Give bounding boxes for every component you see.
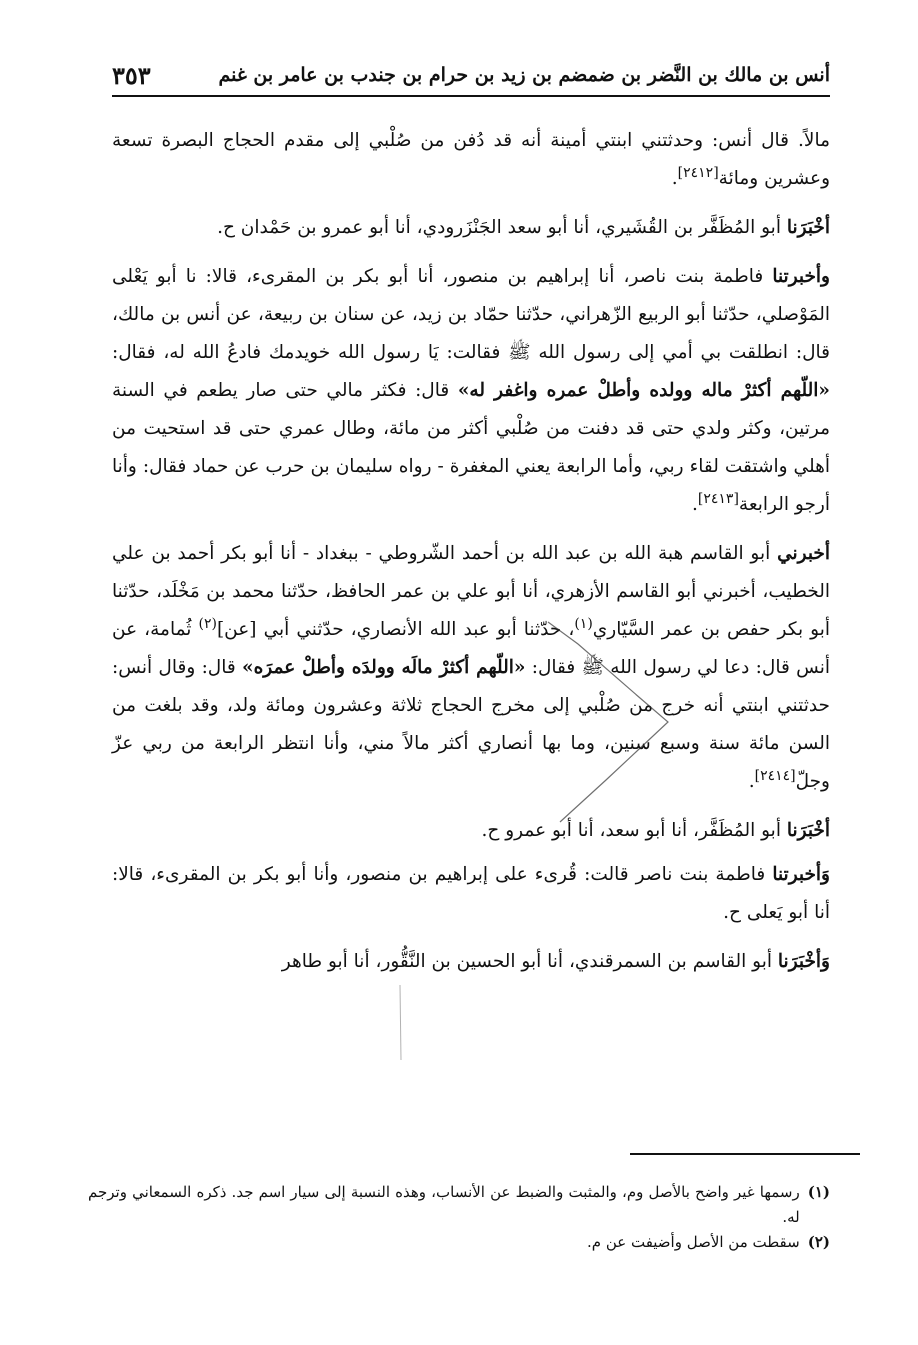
isnad-lead-word: وَأخبرتنا [772,864,830,885]
prophetic-quote: «اللّهم أكثرْ مالَه وولدَه وأطلْ عمرَه» [242,657,526,678]
isnad-lead-word: أخْبَرَنا [786,217,830,238]
footnote-marker-2: (٢) [198,615,217,632]
footnote-1 [88,1180,830,1230]
footnote-2 [88,1230,830,1255]
paragraph-text: فاطمة بنت ناصر، أنا إبراهيم بن منصور، أنا أبو بكر بن المقرىء، قالا: نا أبو يَعْلى المَوْصلي، حدّثنا أبو الربيع الزّهراني، حدّثنا حمّاد بن زيد، عن سنان بن ربيعة، عن أنس بن مالك، قال: انطلقت بي أمي إلى رسول الله ﷺ فقالت: يَا رسول الله خويدمك فادعُ الله له، فقال: [112,266,830,363]
footnotes [88,1180,830,1255]
paragraph-1 [112,122,830,198]
paragraph-2 [112,209,830,247]
header-divider [112,95,830,97]
paragraph-text: قال: فكثر مالي حتى صار يطعم في السنة مرتين، وكثر ولدي حتى قد دفنت من صُلْبي أكثر من مائة، وطال عمري حتى قد استحيت من أهلي واشتقت لقاء ربي، وأما الرابعة يعني المغفرة - رواه سليمان بن حرب عن حماد فقال: وأنا أرجو الرابعة [112,380,830,515]
isnad-lead-word: وأخبرتنا [772,266,830,287]
footnote-text: رسمها غير واضح بالأصل وم، والمثبت والضبط عن الأنساب، وهذه النسبة إلى سيار اسم جد. ذكره السمعاني وترجم له. [88,1183,800,1226]
hadith-number: [٢٤١٢] [677,164,719,181]
paragraph-text: ، حدّثنا أبو عبد الله الأنصاري، حدّثني أبي [عن] [216,619,575,640]
paragraph-7 [112,943,830,981]
running-title: أنس بن مالك بن النَّضر بن ضمضم بن زيد بن حرام بن جندب بن عامر بن غنم [218,64,830,86]
paragraph-text: أبو المُظَفَّر بن القُشَيري، أنا أبو سعد الجَنْزَرودي، أنا أبو عمرو بن حَمْدان ح. [217,217,787,238]
page-header [112,58,830,92]
main-text [112,122,830,992]
footnote-marker-1: (١) [574,615,593,632]
paragraph-6 [112,856,830,932]
footnote-text: سقطت من الأصل وأضيفت عن م. [587,1233,800,1251]
page-number: ٣٥٣ [112,60,151,90]
paragraph-end: . [671,168,678,189]
isnad-lead-word: أخبرني [777,543,830,564]
isnad-lead-word: أخْبَرَنا [786,820,830,841]
footnote-number: (٢) [807,1233,830,1251]
paragraph-text: فاطمة بنت ناصر قالت: قُرىء على إبراهيم بن منصور، وأنا أبو بكر بن المقرىء، قالا: أنا أبو يَعلى ح. [112,864,830,923]
footnote-number: (١) [807,1183,830,1201]
paragraph-text: أبو المُظَفَّر، أنا أبو سعد، أنا أبو عمرو ح. [481,820,787,841]
paragraph-text: مالاً. قال أنس: وحدثتني ابنتي أمينة أنه قد دُفن من صُلْبي إلى مقدم الحجاج البصرة تسعة وعشرين ومائة [112,130,830,189]
paragraph-end: . [748,771,755,792]
paragraph-4 [112,535,830,801]
hadith-number: [٢٤١٣] [697,490,739,507]
hadith-number: [٢٤١٤] [754,767,796,784]
paragraph-end: . [692,494,698,515]
paragraph-text: أبو القاسم هبة الله بن عبد الله بن أحمد الشّروطي - ببغداد - أنا أبو بكر أحمد بن علي الخطيب، أخبرني أبو القاسم الأزهري، أنا أبو علي بن عمر الحافظ، حدّثنا محمد بن مَخْلَد، حدّثنا أبو بكر حفص بن عمر السَّيّاري [112,543,830,640]
prophetic-quote: «اللّهم أكثرْ ماله وولده وأطلْ عمره واغفر له» [457,380,830,401]
paragraph-text: ثُمامة، عن أنس قال: دعا لي رسول الله ﷺ فقال: [112,619,830,678]
paragraph-text: أبو القاسم بن السمرقندي، أنا أبو الحسين بن النَّقُّور، أنا أبو طاهر [281,951,778,972]
isnad-lead-word: وَأخْبَرَنا [777,951,830,972]
paragraph-5 [112,812,830,850]
footnote-divider [630,1153,860,1155]
paragraph-text: قال: وقال أنس: حدثتني ابنتي أنه خرج من صُلْبي إلى مخرج الحجاج ثلاثة وعشرون ومائة ولد، وقد بلغت من السن مائة سنة وسبع سنين، وما بها أنصاري أكثر مالاً مني، وأنا انتظر الرابعة من ربي عزّ وجلّ [112,657,830,792]
paragraph-3 [112,258,830,524]
